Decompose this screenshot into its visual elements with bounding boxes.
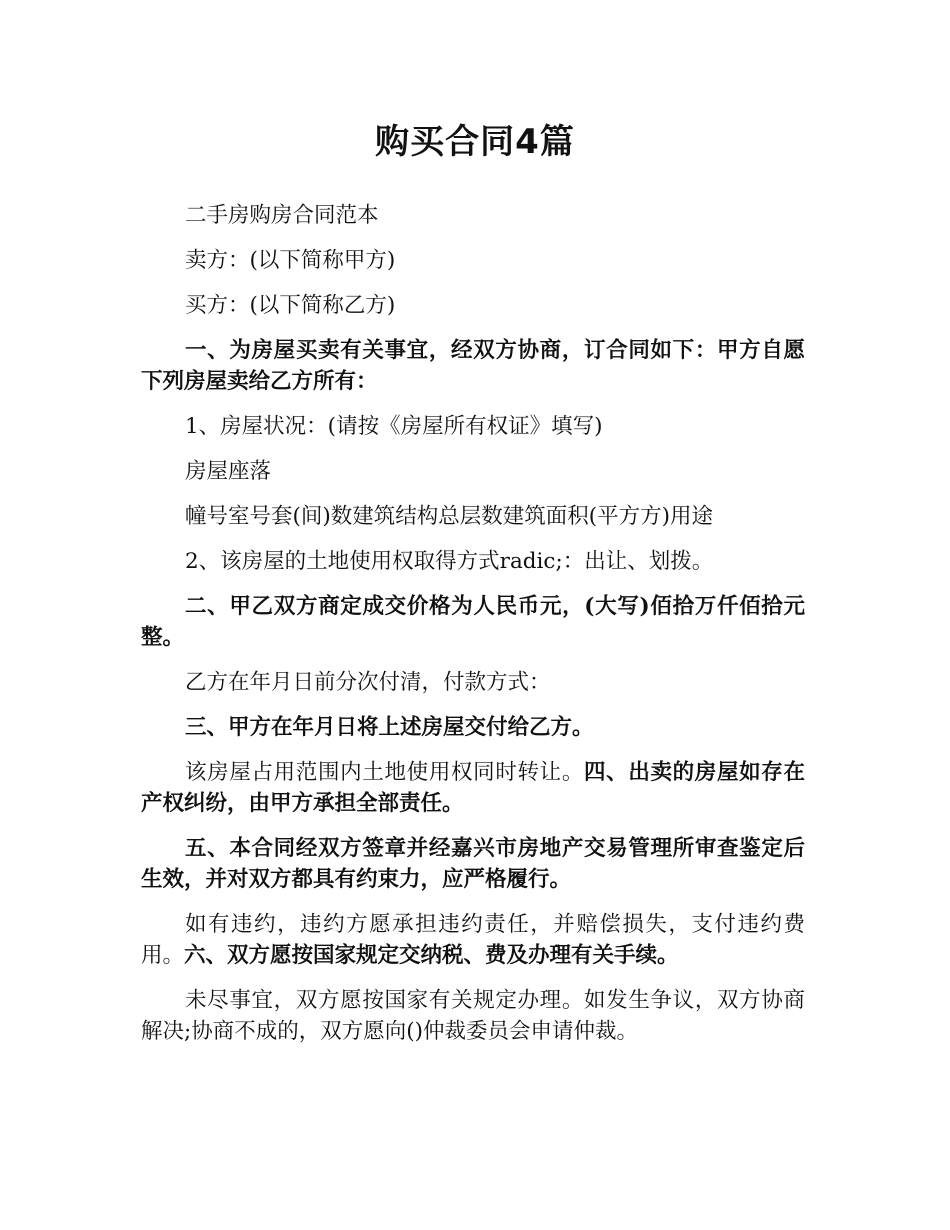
paragraph-6-text: 房屋座落	[185, 459, 272, 484]
paragraph-1-text: 二手房购房合同范本	[185, 203, 379, 228]
paragraph-4-bold: 一、为房屋买卖有关事宜，经双方协商，订合同如下：甲方自愿下列房屋卖给乙方所有：	[141, 338, 805, 394]
paragraph-7	[141, 501, 805, 532]
paragraph-4	[141, 335, 805, 397]
paragraph-15-text: 未尽事宜，双方愿按国家有关规定办理。如发生争议，双方协商解决;协商不成的，双方愿向()仲裁委员会申请仲裁。	[141, 988, 805, 1044]
paragraph-10-text: 乙方在年月日前分次付清，付款方式：	[185, 670, 551, 695]
paragraph-7-text: 幢号室号套(间)数建筑结构总层数建筑面积(平方方)用途	[185, 504, 714, 529]
paragraph-5-text: 1、房屋状况：(请按《房屋所有权证》填写)	[185, 414, 603, 439]
paragraph-13-bold: 五、本合同经双方签章并经嘉兴市房地产交易管理所审查鉴定后生效，并对双方都具有约束力，应严格履行。	[141, 836, 805, 892]
paragraph-6	[141, 456, 805, 487]
paragraph-1	[141, 200, 805, 231]
paragraph-2-text: 卖方：(以下简称甲方)	[185, 248, 396, 273]
paragraph-8-text: 2、该房屋的土地使用权取得方式radic;：出让、划拨。	[185, 549, 714, 574]
paragraph-8	[141, 546, 805, 577]
document-title: 购买合同4篇	[375, 122, 575, 162]
paragraph-14-text: 如有违约，违约方愿承担违约责任，并赔偿损失，支付违约费用。	[141, 912, 805, 968]
paragraph-15	[141, 985, 805, 1047]
paragraph-13	[141, 833, 805, 895]
paragraph-12-bold: 四、出卖的房屋如存在产权纠纷，由甲方承担全部责任。	[141, 760, 805, 816]
paragraph-12-text: 该房屋占用范围内土地使用权同时转让。	[185, 760, 584, 785]
paragraph-14-bold: 六、双方愿按国家规定交纳税、费及办理有关手续。	[184, 943, 679, 968]
paragraph-3	[141, 290, 805, 321]
paragraph-10	[141, 667, 805, 698]
paragraph-9-bold: 二、甲乙双方商定成交价格为人民币元，(大写)佰拾万仟佰拾元整。	[141, 594, 805, 650]
paragraph-3-text: 买方：(以下简称乙方)	[185, 293, 396, 318]
paragraph-5	[141, 411, 805, 442]
paragraph-2	[141, 245, 805, 276]
paragraph-12	[141, 757, 805, 819]
paragraph-11	[141, 712, 805, 743]
paragraph-9	[141, 591, 805, 653]
paragraph-14	[141, 909, 805, 971]
document-body	[141, 200, 805, 1061]
paragraph-11-bold: 三、甲方在年月日将上述房屋交付给乙方。	[185, 715, 594, 740]
